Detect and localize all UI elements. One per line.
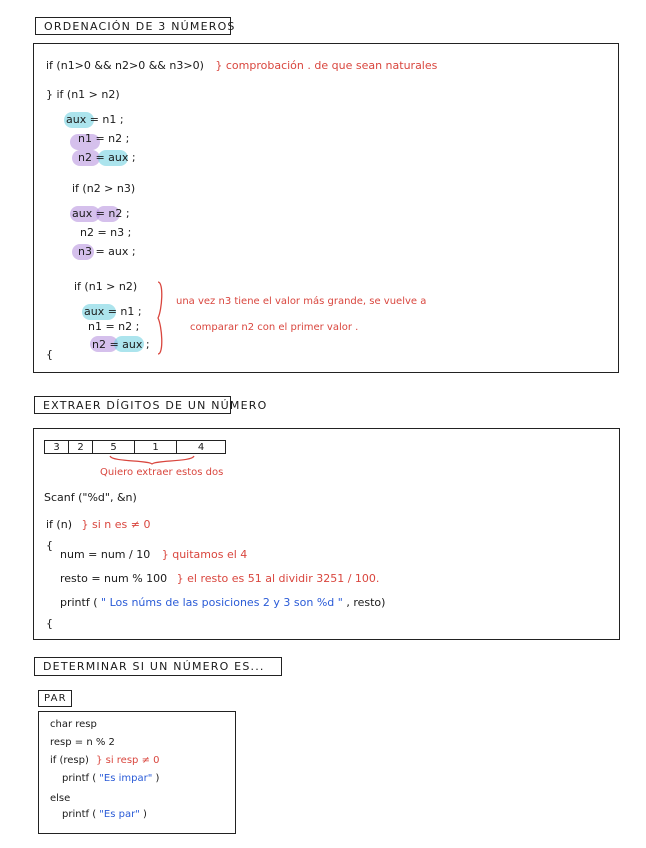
digit-cell: 5 xyxy=(92,440,134,454)
par-label-text: PAR xyxy=(44,693,67,704)
printf-impar-string: "Es impar" xyxy=(99,773,153,784)
bracket-brace xyxy=(150,280,170,356)
resto-comment: } el resto es 51 al dividir 3251 / 100. xyxy=(176,572,380,585)
digit-cell: 2 xyxy=(68,440,92,454)
if-n-code: if (n) xyxy=(46,518,72,531)
block1-line3: n2 = aux ; xyxy=(78,151,136,164)
if-n1-n2-line: } if (n1 > n2) xyxy=(46,88,120,101)
resto-line xyxy=(60,572,379,585)
printf-line xyxy=(60,596,385,609)
printf-open: printf ( xyxy=(60,596,98,609)
block2-line1: aux = n2 ; xyxy=(72,207,130,220)
section1-title-text: ORDENACIÓN DE 3 NÚMEROS xyxy=(44,19,236,33)
digit-cell: 3 xyxy=(44,440,68,454)
digits-caption: Quiero extraer estos dos xyxy=(100,467,224,478)
num-code: num = num / 10 xyxy=(60,548,151,561)
comment3-line1: una vez n3 tiene el valor más grande, se vuelve a xyxy=(176,296,427,307)
if-resp-line xyxy=(50,755,160,766)
if-n-line xyxy=(46,518,150,531)
printf-close: , resto) xyxy=(346,596,386,609)
par-label xyxy=(38,690,72,707)
printf-impar-open: printf ( xyxy=(62,773,97,784)
else-line: else xyxy=(50,793,71,804)
digits-box xyxy=(44,440,226,454)
num-comment: } quitamos el 4 xyxy=(161,548,248,561)
digit-cell: 1 xyxy=(134,440,176,454)
resp-line: resp = n % 2 xyxy=(50,737,115,748)
printf-impar-close: ) xyxy=(155,773,160,784)
char-resp-line: char resp xyxy=(50,719,97,730)
printf-par-close: ) xyxy=(142,809,147,820)
num-line xyxy=(60,548,247,561)
section3-title xyxy=(34,657,282,676)
if-resp-code: if (resp) xyxy=(50,755,89,766)
if-resp-comment: } si resp ≠ 0 xyxy=(96,755,160,766)
block3-line1: aux = n1 ; xyxy=(84,305,142,318)
if-main-comment: } comprobación . de que sean naturales xyxy=(215,59,438,72)
printf-string: " Los núms de las posiciones 2 y 3 son %d " xyxy=(101,596,343,609)
block3-line2: n1 = n2 ; xyxy=(88,320,140,333)
if-n1-n2-second-line: if (n1 > n2) xyxy=(74,280,138,293)
section2-title xyxy=(34,396,268,414)
printf-impar-line xyxy=(62,773,159,784)
if-main-code: if (n1>0 && n2>0 && n3>0) xyxy=(46,59,204,72)
section2-title-text: EXTRAER DÍGITOS DE UN NÚMERO xyxy=(43,398,268,412)
block2-line2: n2 = n3 ; xyxy=(80,226,132,239)
section1-close-brace: { xyxy=(46,348,53,361)
block1-line1: aux = n1 ; xyxy=(66,113,124,126)
digits-underbrace xyxy=(108,454,198,466)
if-main-line xyxy=(46,59,437,72)
if-n-comment: } si n es ≠ 0 xyxy=(81,518,151,531)
section2-close-brace: { xyxy=(46,617,53,630)
resto-code: resto = num % 100 xyxy=(60,572,168,585)
section2-open-brace: { xyxy=(46,539,53,552)
printf-par-open: printf ( xyxy=(62,809,97,820)
digit-cell: 4 xyxy=(176,440,226,454)
block3-line3: n2 = aux ; xyxy=(92,338,150,351)
section3-title-text: DETERMINAR SI UN NÚMERO ES... xyxy=(43,660,265,673)
block2-line3: n3 = aux ; xyxy=(78,245,136,258)
block1-line2: n1 = n2 ; xyxy=(78,132,130,145)
if-n2-n3-line: if (n2 > n3) xyxy=(72,182,136,195)
printf-par-line xyxy=(62,809,147,820)
comment3-line2: comparar n2 con el primer valor . xyxy=(190,322,359,333)
printf-par-string: "Es par" xyxy=(99,809,140,820)
section1-title xyxy=(35,17,236,35)
scanf-line: Scanf ("%d", &n) xyxy=(44,491,137,504)
